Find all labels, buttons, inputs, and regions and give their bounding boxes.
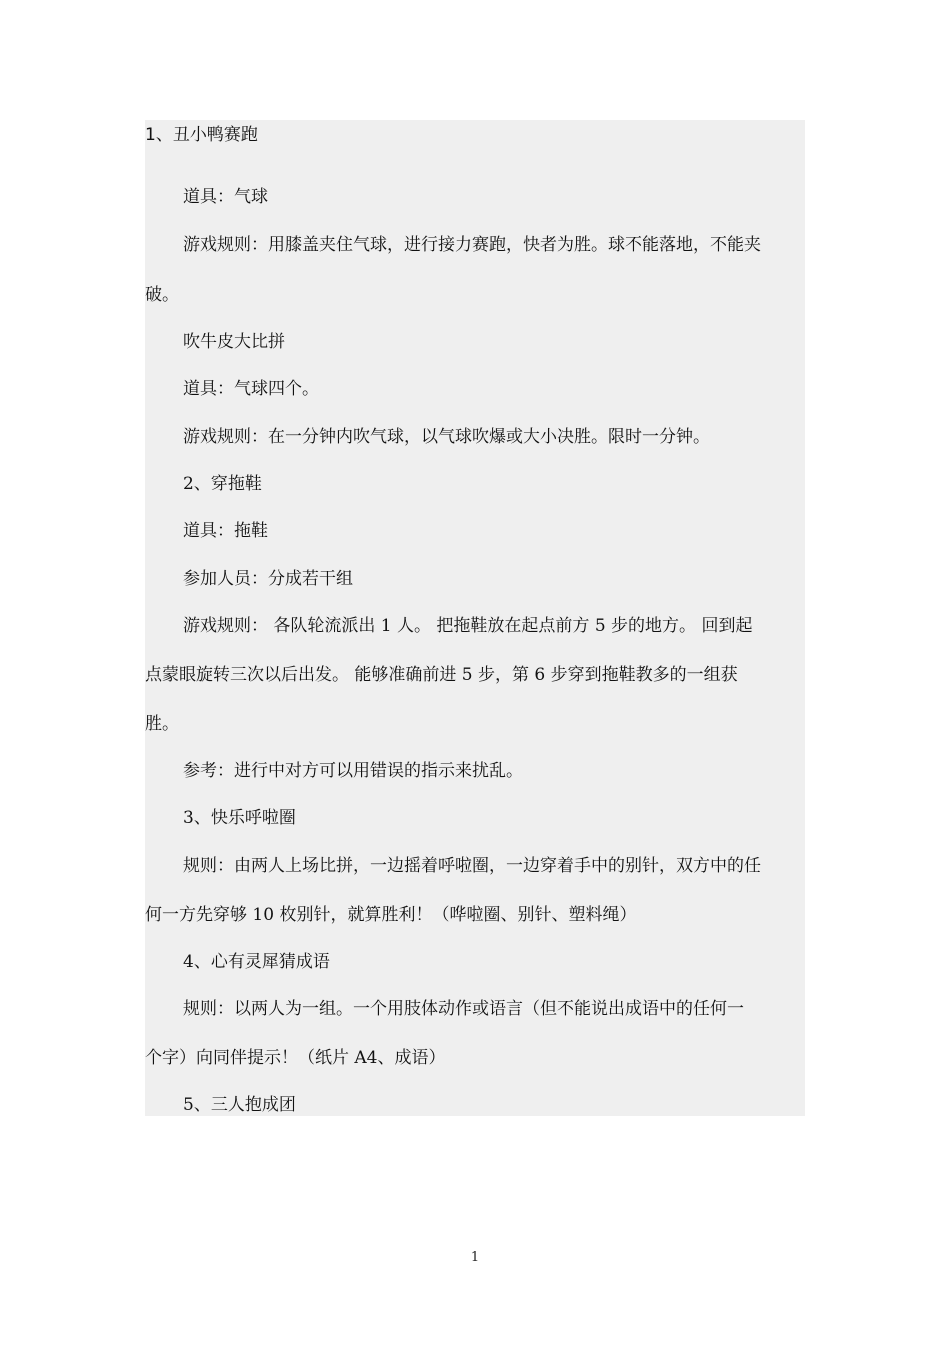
paragraph-rules: 游戏规则：在一分钟内吹气球，以气球吹爆或大小决胜。限时一分钟。: [183, 427, 710, 447]
paragraph-rules-continued: 个字）向同伴提示！（纸片 A4、成语）: [145, 1048, 446, 1068]
paragraph-rules-continued: 点蒙眼旋转三次以后出发。 能够准确前进 5 步，第 6 步穿到拖鞋教多的一组获: [145, 665, 738, 685]
document-body: [145, 120, 805, 1116]
paragraph-props: 道具：拖鞋: [183, 521, 268, 541]
paragraph-participants: 参加人员：分成若干组: [183, 569, 353, 589]
paragraph-reference: 参考：进行中对方可以用错误的指示来扰乱。: [183, 761, 523, 781]
heading-wear-slippers: 2、穿拖鞋: [183, 474, 262, 494]
paragraph-rules: 游戏规则：用膝盖夹住气球，进行接力赛跑，快者为胜。球不能落地，不能夹: [183, 235, 761, 255]
paragraph-rules: 游戏规则： 各队轮流派出 1 人。 把拖鞋放在起点前方 5 步的地方。 回到起: [183, 616, 753, 636]
heading-guess-idiom: 4、心有灵犀猜成语: [183, 952, 330, 972]
paragraph-rules: 规则：以两人为一组。一个用肢体动作或语言（但不能说出成语中的任何一: [183, 999, 744, 1019]
page-number: 1: [470, 1250, 480, 1265]
heading-balloon-contest: 吹牛皮大比拼: [183, 332, 285, 352]
heading-ugly-duckling-race: 1、丑小鸭赛跑: [145, 125, 258, 145]
paragraph-props: 道具：气球: [183, 187, 268, 207]
heading-three-people-hug: 5、三人抱成团: [183, 1095, 296, 1115]
heading-hula-hoop: 3、快乐呼啦圈: [183, 808, 296, 828]
paragraph-props: 道具：气球四个。: [183, 379, 319, 399]
paragraph-rules-continued: 胜。: [145, 714, 179, 734]
paragraph-rules-continued: 破。: [145, 285, 179, 305]
paragraph-rules-continued: 何一方先穿够 10 枚别针，就算胜利！（哗啦圈、别针、塑料绳）: [145, 905, 637, 925]
paragraph-rules: 规则：由两人上场比拼，一边摇着呼啦圈，一边穿着手中的别针，双方中的任: [183, 856, 761, 876]
